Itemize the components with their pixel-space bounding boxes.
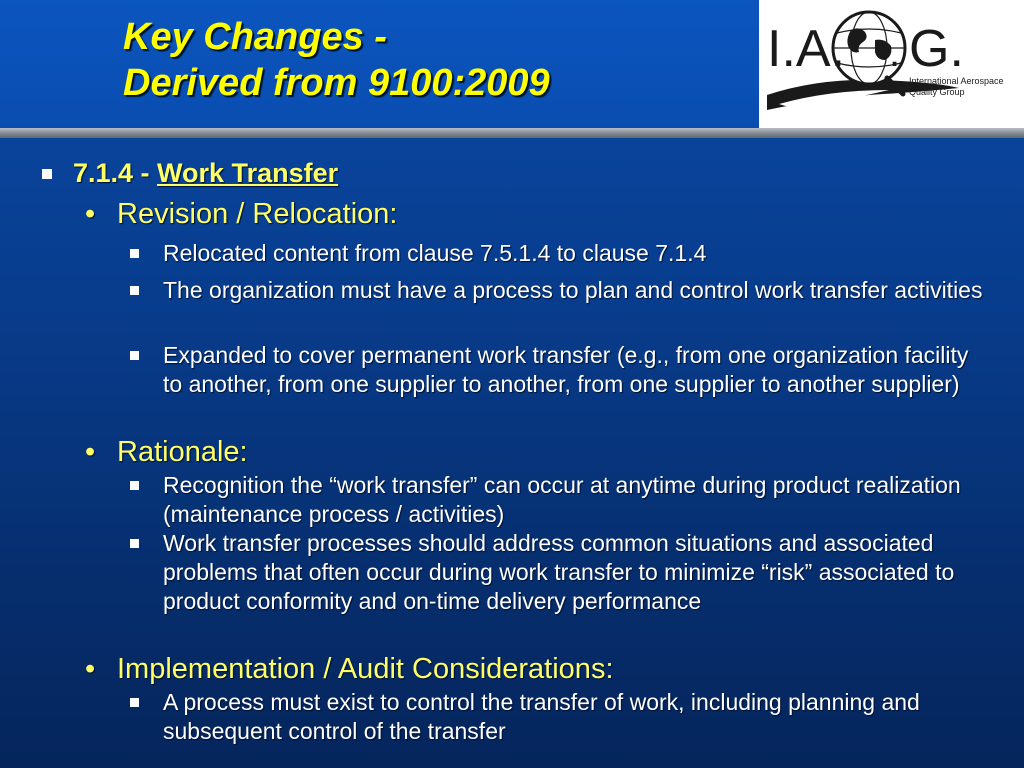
square-bullet-icon	[130, 351, 139, 360]
square-bullet-icon	[42, 169, 52, 179]
list-item: Recognition the “work transfer” can occur at anytime during product realization (maintenance process / activities)	[163, 472, 961, 527]
slide-title-line-2: Derived from 9100:2009	[123, 62, 550, 104]
section-number: 7.1.4 -	[73, 158, 158, 188]
slide-title	[123, 14, 550, 106]
section-topic: Work Transfer	[157, 158, 339, 188]
subheading-implementation	[85, 652, 614, 686]
square-bullet-icon	[130, 481, 139, 490]
slide-header	[0, 0, 1024, 128]
square-bullet-icon	[130, 286, 139, 295]
logo-caption-2: Quality Group	[909, 87, 965, 97]
square-bullet-icon	[130, 249, 139, 258]
logo-letter-dot: .	[889, 31, 901, 75]
list-item: Relocated content from clause 7.5.1.4 to clause 7.1.4	[163, 240, 707, 266]
subheading-label: Revision / Relocation:	[117, 198, 398, 230]
slide-title-line-1: Key Changes -	[123, 16, 387, 58]
logo-letters-right: G.	[909, 20, 964, 78]
subheading-revision	[85, 197, 397, 231]
subheading-label: Rationale:	[117, 436, 248, 468]
list-item: A process must exist to control the transfer of work, including planning and subsequent control of the transfer	[163, 689, 920, 744]
logo-letters-left: I.A.	[767, 20, 846, 78]
section-heading	[73, 156, 338, 190]
slide-body	[0, 138, 1024, 768]
square-bullet-icon	[130, 698, 139, 707]
logo-caption-1: International Aerospace	[909, 76, 1004, 86]
iaqg-logo	[759, 0, 1024, 128]
list-item: The organization must have a process to plan and control work transfer activities	[163, 277, 983, 303]
header-divider	[0, 128, 1024, 138]
round-bullet-icon: •	[85, 198, 96, 230]
list-item: Expanded to cover permanent work transfer (e.g., from one organization facility to another, from one supplier to another, from one supplier to another supplier)	[163, 342, 969, 397]
subheading-label: Implementation / Audit Considerations:	[117, 653, 614, 685]
subheading-rationale	[85, 435, 248, 469]
square-bullet-icon	[130, 539, 139, 548]
round-bullet-icon: •	[85, 653, 96, 685]
iaqg-logo-graphic	[759, 0, 1024, 128]
list-item: Work transfer processes should address common situations and associated problems that often occur during work transfer to minimize “risk” associated to product conformity and on-time delivery performance	[163, 530, 955, 614]
round-bullet-icon: •	[85, 436, 96, 468]
